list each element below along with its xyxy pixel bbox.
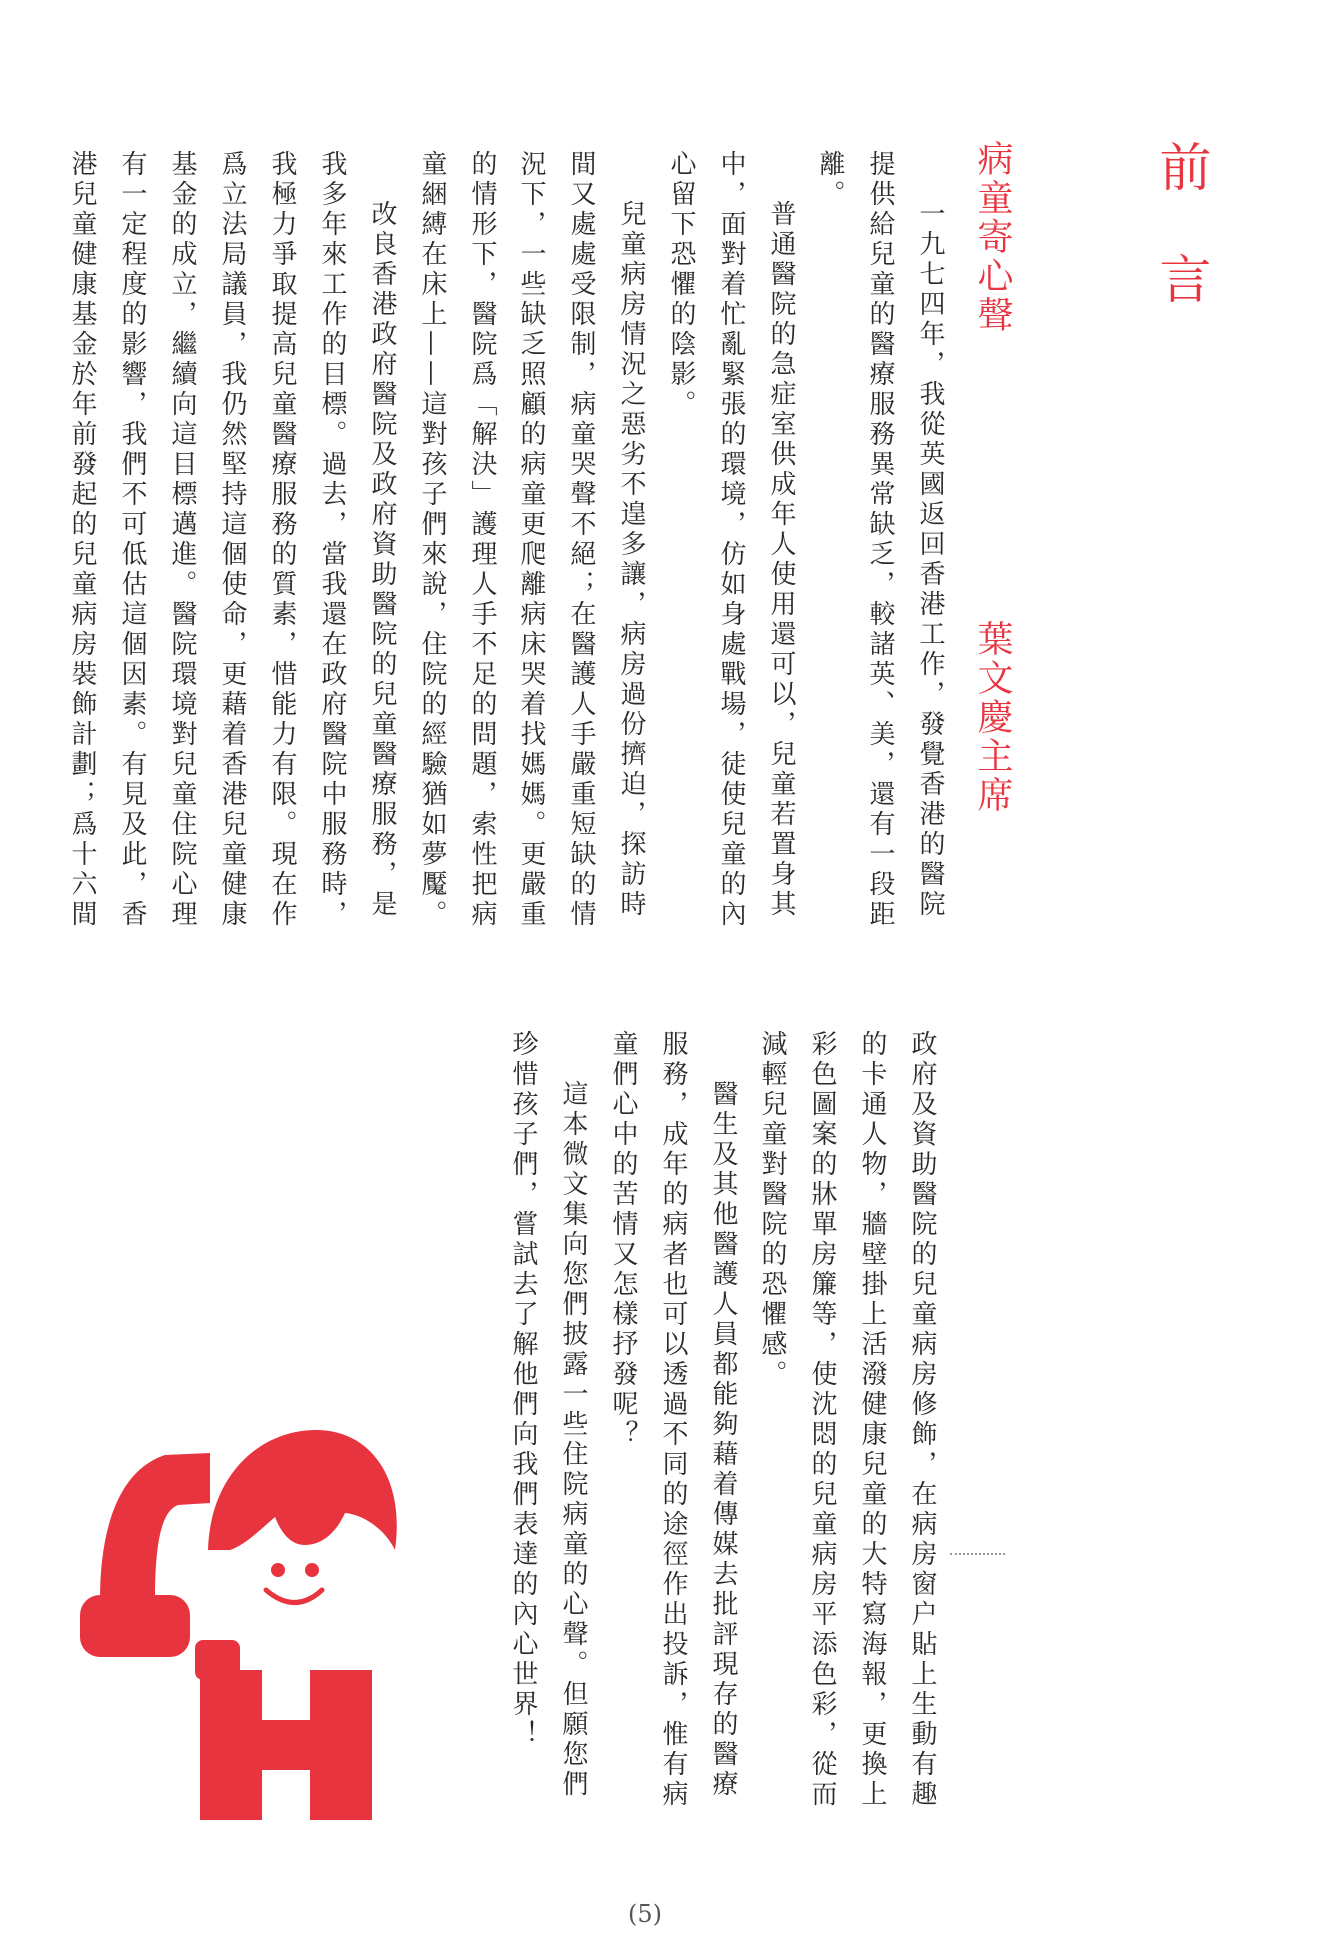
body-column: 港兒童健康基金於年前發起的兒童病房裝飾計劃；爲十六間: [67, 150, 97, 930]
body-column: 減輕兒童對醫院的恐懼感。: [757, 1030, 787, 1390]
body-column: 彩色圖案的牀單房簾等，使沈悶的兒童病房平添色彩，從而: [807, 1030, 837, 1810]
body-column: 珍惜孩子們，嘗試去了解他們向我們表達的內心世界！: [508, 1030, 538, 1750]
page-title: 前言: [1150, 140, 1210, 364]
body-column: 間又處處受限制，病童哭聲不絕；在醫護人手嚴重短缺的情: [566, 150, 596, 930]
body-column: 兒童病房情況之惡劣不遑多讓，病房過份擠迫，探訪時: [616, 200, 646, 920]
body-column: 醫生及其他醫護人員都能夠藉着傳媒去批評現存的醫療: [708, 1080, 738, 1800]
body-column: 離。: [815, 150, 845, 210]
body-column: 童綑縛在床上——這對孩子們來說，住院的經驗猶如夢魘。: [417, 150, 447, 930]
body-column: 我多年來工作的目標。過去，當我還在政府醫院中服務時，: [317, 150, 347, 930]
child-h-logo-icon: [60, 1395, 400, 1825]
body-column: 一九七四年，我從英國返回香港工作，發覺香港的醫院: [915, 200, 945, 920]
body-column: 心留下恐懼的陰影。: [666, 150, 696, 420]
body-column: 況下，一些缺乏照顧的病童更爬離病床哭着找媽媽。更嚴重: [516, 150, 546, 930]
scan-mark: [950, 1553, 1005, 1555]
body-column: 的情形下，醫院爲「解決」護理人手不足的問題，索性把病: [467, 150, 497, 930]
body-column: 爲立法局議員，我仍然堅持這個使命，更藉着香港兒童健康: [217, 150, 247, 930]
body-column: 中，面對着忙亂緊張的環境，仿如身處戰場，徒使兒童的內: [716, 150, 746, 930]
body-column: 這本微文集向您們披露一些住院病童的心聲。但願您們: [558, 1080, 588, 1800]
page-subtitle: 病童寄心聲: [972, 140, 1013, 335]
body-column: 服務，成年的病者也可以透過不同的途徑作出投訴，惟有病: [658, 1030, 688, 1810]
body-column: 政府及資助醫院的兒童病房修飾，在病房窗户貼上生動有趣: [907, 1030, 937, 1810]
body-column: 的卡通人物，牆壁掛上活潑健康兒童的大特寫海報，更換上: [857, 1030, 887, 1810]
body-column: 普通醫院的急症室供成年人使用還可以，兒童若置身其: [766, 200, 796, 920]
body-column: 基金的成立，繼續向這目標邁進。醫院環境對兒童住院心理: [167, 150, 197, 930]
author-name: 葉文慶主席: [972, 620, 1013, 815]
body-column: 童們心中的苦情又怎樣抒發呢？: [608, 1030, 638, 1450]
body-column: 我極力爭取提高兒童醫療服務的質素，惜能力有限。現在作: [267, 150, 297, 930]
body-column: 提供給兒童的醫療服務異常缺乏，較諸英、美，還有一段距: [865, 150, 895, 930]
body-column: 改良香港政府醫院及政府資助醫院的兒童醫療服務，是: [367, 200, 397, 920]
page-number: (5): [628, 1900, 662, 1928]
body-column: 有一定程度的影響，我們不可低估這個因素。有見及此，香: [117, 150, 147, 930]
